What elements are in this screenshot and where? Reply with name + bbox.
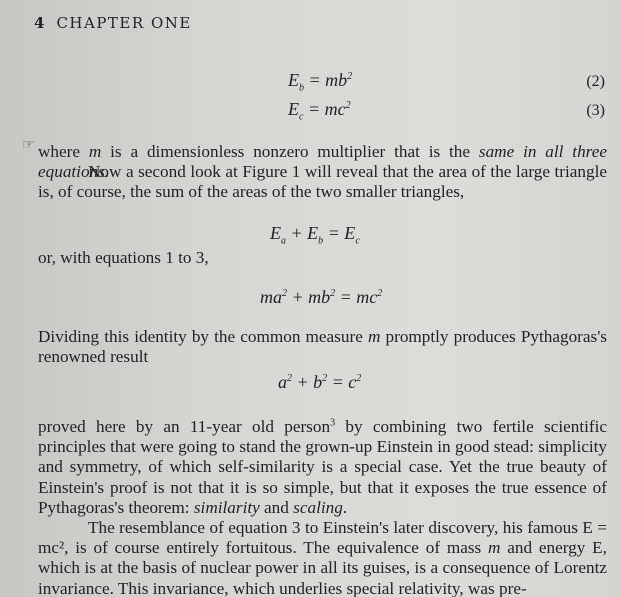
text-run: where (38, 142, 89, 161)
equation-pythagoras (278, 372, 361, 393)
paragraph-proof (38, 417, 607, 518)
footnote-marker: 3 (330, 417, 336, 429)
text-run: Dividing this identity by the common measure (38, 327, 368, 346)
symbol-m: m (367, 327, 381, 346)
paragraph-dividing (38, 327, 607, 367)
paragraph-with-equations: or, with equations 1 to 3, (38, 248, 209, 267)
text-run: proved here by an 11-year old person (38, 417, 331, 436)
running-header (34, 14, 192, 32)
symbol-m: m (488, 538, 501, 558)
equation-3-text: $E_c = mc^2$ (288, 99, 351, 123)
page-number: 4 (34, 14, 45, 32)
emphasis: scaling (293, 497, 343, 517)
text-run: promptly produces Pythagoras's renowned result (38, 327, 607, 367)
text-run: by combining two fertile scientific principles that were going to stand the grown-up Einstein in good stead: simplicity and symmetry, of which self-similarity is a special case. Yet the true beauty of Einstein's proof is not that it is so simple, but that it exposes the true essence of Pythagoras's theorem: (38, 417, 607, 517)
emphasis: similarity (193, 497, 260, 517)
chapter-title: CHAPTER ONE (56, 14, 192, 32)
equation-3 (288, 99, 351, 123)
text-run: and (259, 497, 294, 517)
equation-expanded (260, 287, 382, 308)
text-run: and energy E, which is at the basis of nuclear power in all its guises, is a consequence of Lorentz invariance. This invariance, which underlies special relativity, was pre- (38, 538, 607, 597)
paragraph-figure: Now a second look at Figure 1 will reveal that the area of the large triangle is, of course, the sum of the areas of the two smaller triangles, (38, 162, 607, 202)
equation-pythagoras-text: $a^2 + b^2 = c^2$ (278, 372, 362, 392)
equation-2-text: $E_b = mb^2$ (288, 70, 353, 94)
equation-sum-areas (270, 223, 360, 247)
equation-3-number: (3) (586, 102, 605, 119)
text-run: is a dimensionless nonzero multiplier that is the (101, 142, 479, 161)
text-run: . (342, 497, 348, 517)
paragraph-resemblance (38, 518, 607, 597)
equation-expanded-text: $ma^2 + mb^2 = mc^2$ (260, 287, 383, 307)
text-run: The resemblance of equation 3 to Einstein's later discovery, his famous E = mc², is of course entirely fortuitous. The equivalence of mass (38, 518, 607, 558)
symbol-m: m (88, 142, 102, 161)
equation-2-number: (2) (586, 73, 605, 90)
equation-2 (288, 70, 352, 94)
hand-note-icon: ☞ (22, 137, 35, 153)
emphasis: same in all three equations. (38, 142, 607, 182)
equation-sum-areas-text: $E_a + E_b = E_c$ (270, 223, 360, 247)
